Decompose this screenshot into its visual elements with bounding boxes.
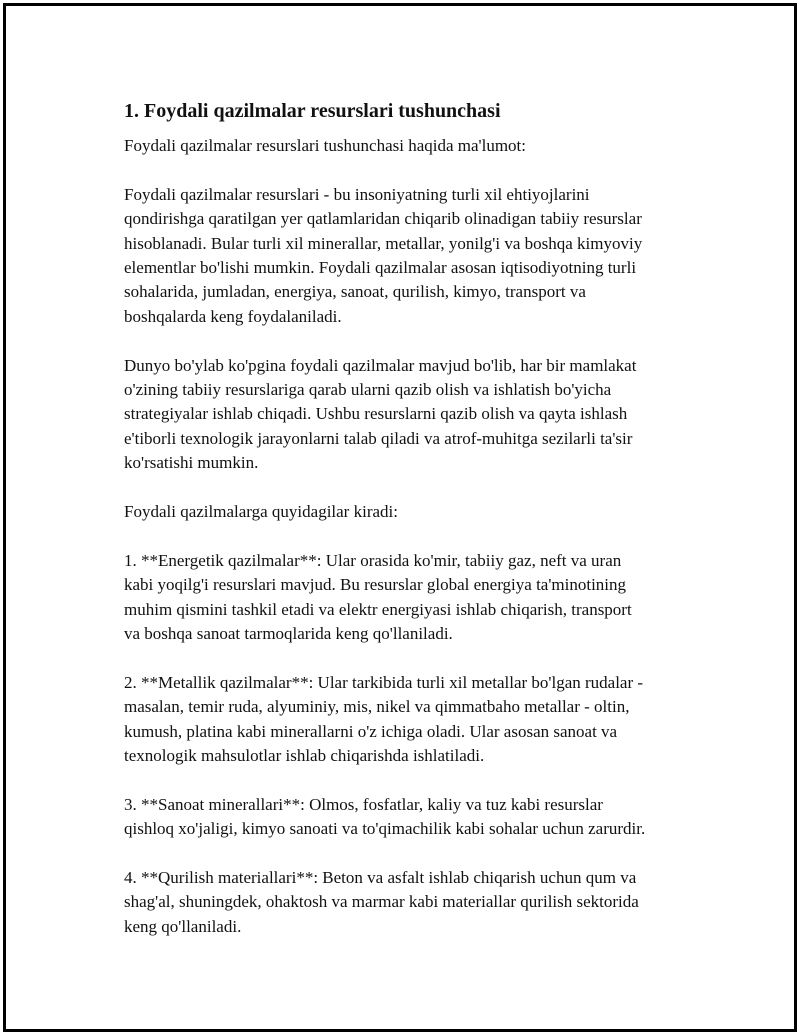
text-line: qondirishga qaratilgan yer qatlamlaridan chiqarib olinadigan tabiiy resurslar <box>124 209 642 229</box>
text-line: elementlar bo'lishi mumkin. Foydali qazilmalar asosan iqtisodiyotning turli <box>124 258 637 278</box>
text-line: boshqalarda keng foydalaniladi. <box>124 306 342 326</box>
text-line: masalan, temir ruda, alyuminiy, mis, nikel va qimmatbaho metallar - oltin, <box>124 697 630 717</box>
list-item-industrial-minerals <box>124 793 699 842</box>
definition-paragraph <box>124 183 699 329</box>
text-line: kumush, platina kabi minerallarni o'z ichiga oladi. Ular asosan sanoat va <box>124 721 618 741</box>
text-line: muhim qismini tashkil etadi va elektr energiyasi ishlab chiqarish, transport <box>124 599 632 619</box>
text-line: kabi yoqilg'i resurslari mavjud. Bu resurslar global energiya ta'minotining <box>124 575 627 595</box>
world-resources-paragraph <box>124 354 699 476</box>
text-line: keng qo'llaniladi. <box>124 916 242 936</box>
text-line: Foydali qazilmalar resurslari tushunchasi haqida ma'lumot: <box>124 136 526 155</box>
text-line: shag'al, shuningdek, ohaktosh va marmar kabi materiallar qurilish sektorida <box>124 892 639 912</box>
text-line: ko'rsatishi mumkin. <box>124 453 259 473</box>
list-item-construction <box>124 866 699 939</box>
text-line: sohalarida, jumladan, energiya, sanoat, qurilish, kimyo, transport va <box>124 282 586 302</box>
document-body <box>124 98 699 964</box>
text-line: qishloq xo'jaligi, kimyo sanoati va to'qimachilik kabi sohalar uchun zarurdir. <box>124 819 646 839</box>
text-line: texnologik mahsulotlar ishlab chiqarishda ishlatiladi. <box>124 746 485 766</box>
list-intro-paragraph <box>124 500 699 524</box>
list-item-metallic <box>124 671 699 769</box>
text-line: 2. **Metallik qazilmalar**: Ular tarkibida turli xil metallar bo'lgan rudalar - <box>124 672 644 692</box>
text-line: o'zining tabiiy resurslariga qarab ularni qazib olish va ishlatish bo'yicha <box>124 380 612 400</box>
text-line: e'tiborli texnologik jarayonlarni talab qiladi va atrof-muhitga sezilarli ta'sir <box>124 428 633 448</box>
page-frame <box>3 3 797 1032</box>
text-line: hisoblanadi. Bular turli xil minerallar, metallar, yonilg'i va boshqa kimyoviy <box>124 233 643 253</box>
intro-paragraph <box>124 134 699 158</box>
text-line: va boshqa sanoat tarmoqlarida keng qo'llaniladi. <box>124 624 453 644</box>
text-line: 4. **Qurilish materiallari**: Beton va asfalt ishlab chiqarish uchun qum va <box>124 868 637 888</box>
text-line: 1. **Energetik qazilmalar**: Ular orasida ko'mir, tabiiy gaz, neft va uran <box>124 550 622 570</box>
text-line: Foydali qazilmalarga quyidagilar kiradi: <box>124 502 398 522</box>
list-item-energy <box>124 549 699 647</box>
text-line: Foydali qazilmalar resurslari - bu insoniyatning turli xil ehtiyojlarini <box>124 184 590 204</box>
text-line: Dunyo bo'ylab ko'pgina foydali qazilmalar mavjud bo'lib, har bir mamlakat <box>124 355 637 375</box>
document-title: 1. Foydali qazilmalar resurslari tushunchasi <box>124 100 501 122</box>
text-line: strategiyalar ishlab chiqadi. Ushbu resurslarni qazib olish va qayta ishlash <box>124 404 628 424</box>
text-line: 3. **Sanoat minerallari**: Olmos, fosfatlar, kaliy va tuz kabi resurslar <box>124 794 603 814</box>
